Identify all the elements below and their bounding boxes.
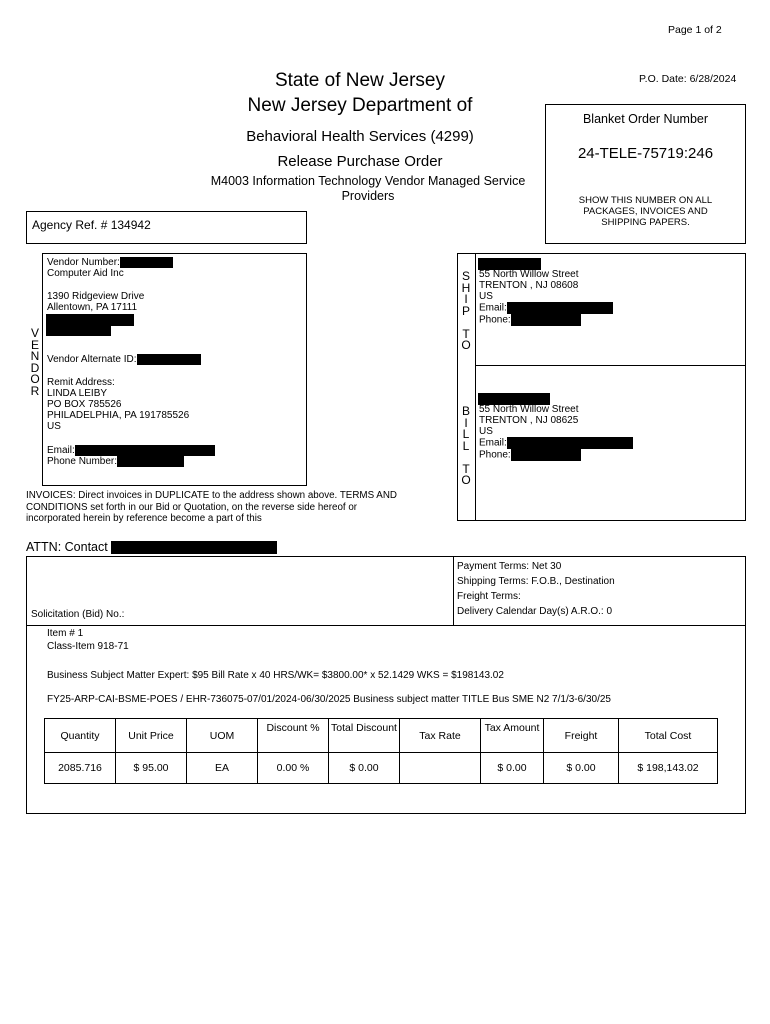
redaction <box>75 445 215 456</box>
table-cell: 0.00 % <box>258 753 329 784</box>
bill-to-city: TRENTON , NJ 08625 <box>479 415 579 426</box>
item-reference: FY25-ARP-CAI-BSME-POES / EHR-736075-07/01/2024-06/30/2025 Business subject matter TITLE Bus SME N2 7/1/3-6/30/25 <box>47 694 611 705</box>
attn-label: ATTN: Contact <box>26 540 108 554</box>
table-header: Total Cost <box>619 719 718 753</box>
table-header: Tax Amount <box>481 719 544 753</box>
blanket-order-number: 24-TELE-75719:246 <box>577 145 714 162</box>
table-cell: $ 198,143.02 <box>619 753 718 784</box>
vendor-phone-line <box>47 456 184 468</box>
table-cell: $ 0.00 <box>481 753 544 784</box>
table-header-row <box>45 719 718 753</box>
ship-to-email-label: Email: <box>479 302 507 314</box>
vendor-alt-id-label: Vendor Alternate ID: <box>47 354 137 366</box>
ship-to-country: US <box>479 291 493 302</box>
redaction <box>120 257 173 268</box>
freight-terms: Freight Terms: <box>457 591 521 602</box>
vendor-remit-label: Remit Address: <box>47 377 115 388</box>
ship-bill-divider <box>475 254 476 520</box>
redaction <box>507 437 633 449</box>
bill-to-side-label: B I L L T O <box>461 404 471 487</box>
item-table <box>44 718 718 784</box>
ship-to-street: 55 North Willow Street <box>479 269 579 280</box>
delivery-terms: Delivery Calendar Day(s) A.R.O.: 0 <box>457 606 613 617</box>
ship-to-phone-line <box>479 314 581 326</box>
blanket-order-note: SHOW THIS NUMBER ON ALL PACKAGES, INVOICES AND SHIPPING PAPERS. <box>578 195 713 228</box>
redaction <box>117 456 184 467</box>
table-header: Freight <box>544 719 619 753</box>
vendor-address2: Allentown, PA 17111 <box>47 302 138 313</box>
table-cell: $ 0.00 <box>329 753 400 784</box>
terms-divider <box>453 557 454 625</box>
shipping-terms: Shipping Terms: F.O.B., Destination <box>457 576 615 587</box>
attn-line <box>26 540 277 554</box>
ship-to-email-line <box>479 302 613 314</box>
ship-to-side-label: S H I P T O <box>461 269 471 352</box>
bill-to-phone-line <box>479 449 581 461</box>
vendor-address1: 1390 Ridgeview Drive <box>47 291 145 302</box>
ship-bill-separator <box>475 365 745 366</box>
table-header: Tax Rate <box>400 719 481 753</box>
vendor-box <box>42 253 307 486</box>
vendor-side-label: V E N D O R <box>30 326 40 398</box>
table-cell: $ 95.00 <box>116 753 187 784</box>
ship-to-phone-label: Phone: <box>479 314 511 326</box>
vendor-alt-id-line <box>47 354 201 366</box>
header-state: State of New Jersey <box>274 70 446 91</box>
table-header: Unit Price <box>116 719 187 753</box>
vendor-number-line <box>47 257 173 269</box>
table-header: UOM <box>187 719 258 753</box>
vendor-remit-box: PO BOX 785526 <box>47 399 122 410</box>
table-row <box>45 753 718 784</box>
vendor-phone-label: Phone Number: <box>47 456 118 468</box>
agency-ref: Agency Ref. # 134942 <box>32 218 151 232</box>
ship-bill-box <box>457 253 746 521</box>
table-cell <box>400 753 481 784</box>
bill-to-email-line <box>479 437 633 449</box>
header-contract-cont: Providers <box>341 189 395 203</box>
item-class: Class-Item 918-71 <box>47 641 129 652</box>
vendor-email-label: Email: <box>47 445 75 457</box>
redaction <box>511 314 581 326</box>
header-division: Behavioral Health Services (4299) <box>246 128 474 145</box>
table-cell: EA <box>187 753 258 784</box>
redaction <box>46 325 111 336</box>
vendor-remit-city: PHILADELPHIA, PA 191785526 <box>47 410 190 421</box>
vendor-number-label: Vendor Number: <box>47 257 120 269</box>
bill-to-country: US <box>479 426 493 437</box>
vendor-name: Computer Aid Inc <box>47 268 124 279</box>
redaction <box>137 354 201 365</box>
table-header: Quantity <box>45 719 116 753</box>
vendor-remit-name: LINDA LEIBY <box>47 388 108 399</box>
vendor-email-line <box>47 445 215 457</box>
table-cell: $ 0.00 <box>544 753 619 784</box>
ship-to-city: TRENTON , NJ 08608 <box>479 280 579 291</box>
header-department: New Jersey Department of <box>247 95 473 116</box>
item-description: Business Subject Matter Expert: $95 Bill Rate x 40 HRS/WK= $3800.00* x 52.1429 WKS = $198143.02 <box>47 670 504 681</box>
bill-to-email-label: Email: <box>479 437 507 449</box>
invoices-note: INVOICES: Direct invoices in DUPLICATE to the address shown above. TERMS AND CONDITIONS set forth in our Bid or Quotation, on the reverse side hereof or incorporated herein by reference become a part of this <box>26 490 397 524</box>
solicitation-label: Solicitation (Bid) No.: <box>31 609 125 620</box>
blanket-order-label: Blanket Order Number <box>582 112 709 126</box>
redaction <box>507 302 613 314</box>
redaction <box>111 541 277 554</box>
redaction <box>511 449 581 461</box>
item-number: Item # 1 <box>47 628 84 639</box>
header-contract: M4003 Information Technology Vendor Managed Service <box>210 174 526 188</box>
table-header: Total Discount <box>329 719 400 753</box>
table-cell: 2085.716 <box>45 753 116 784</box>
bill-to-phone-label: Phone: <box>479 449 511 461</box>
bill-to-street: 55 North Willow Street <box>479 404 579 415</box>
agency-ref-box <box>26 211 307 244</box>
blanket-order-box <box>545 104 746 244</box>
payment-terms: Payment Terms: Net 30 <box>457 561 562 572</box>
terms-separator <box>27 625 745 626</box>
table-header: Discount % <box>258 719 329 753</box>
page-number: Page 1 of 2 <box>668 24 722 36</box>
po-date: P.O. Date: 6/28/2024 <box>639 73 737 85</box>
vendor-remit-country: US <box>47 421 61 432</box>
header-order-type: Release Purchase Order <box>277 153 443 170</box>
